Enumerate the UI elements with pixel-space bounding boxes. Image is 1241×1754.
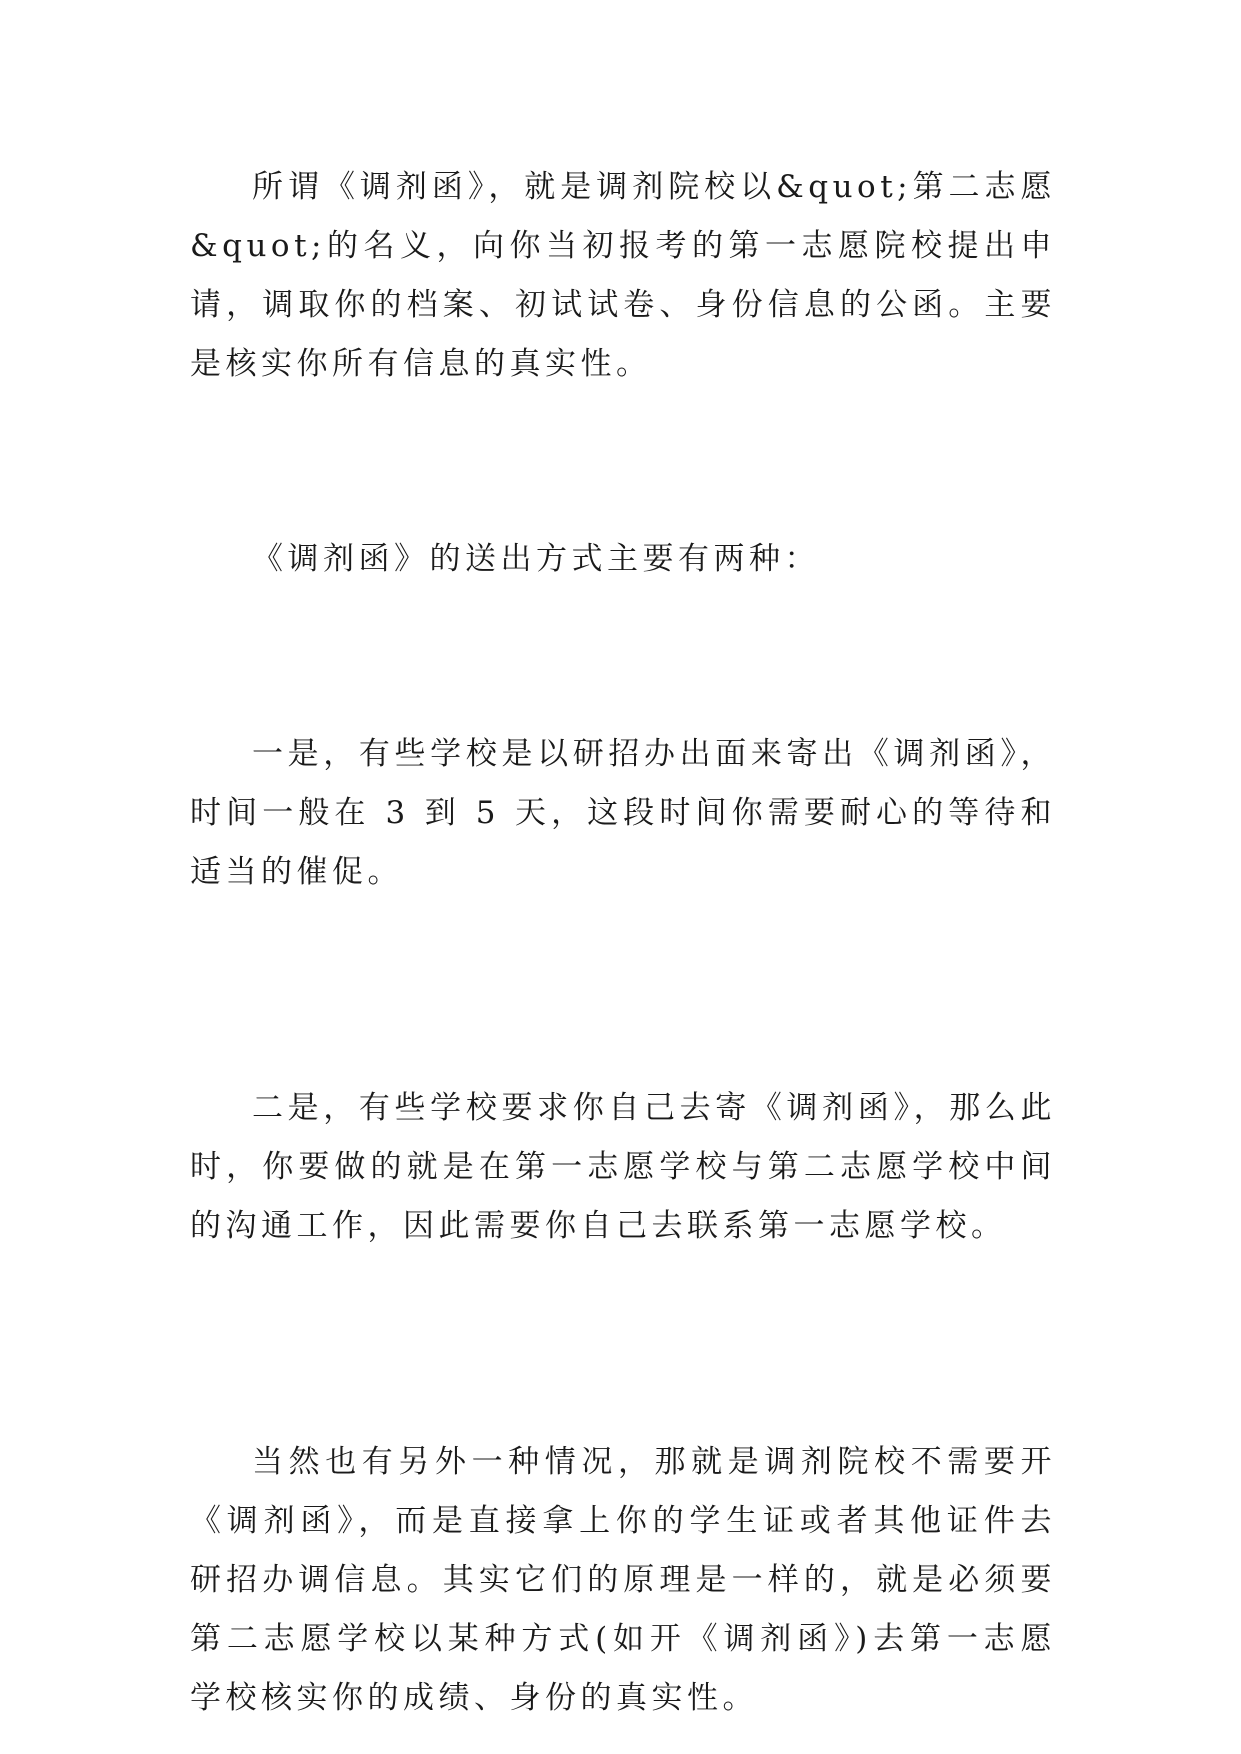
paragraph-definition: 所谓《调剂函》，就是调剂院校以&quot;第二志愿&quot;的名义，向你当初报考的第一志愿院校提出申请，调取你的档案、初试试卷、身份信息的公函。主要是核实你所有信息的真实性。 [190,169,1056,382]
paragraph-methods-intro: 《调剂函》的送出方式主要有两种： [252,541,820,577]
paragraph-method-two: 二是，有些学校要求你自己去寄《调剂函》，那么此时，你要做的就是在第一志愿学校与第二志愿学校中间的沟通工作，因此需要你自己去联系第一志愿学校。 [190,1090,1056,1244]
document-body [190,158,1056,1728]
paragraph-method-one: 一是，有些学校是以研招办出面来寄出《调剂函》，时间一般在 3 到 5 天，这段时间你需要耐心的等待和适当的催促。 [190,736,1056,890]
paragraph-other-case: 当然也有另外一种情况，那就是调剂院校不需要开《调剂函》，而是直接拿上你的学生证或者其他证件去研招办调信息。其实它们的原理是一样的，就是必须要第二志愿学校以某种方式(如开《调剂函》)去第一志愿学校核实你的成绩、身份的真实性。 [190,1444,1056,1716]
